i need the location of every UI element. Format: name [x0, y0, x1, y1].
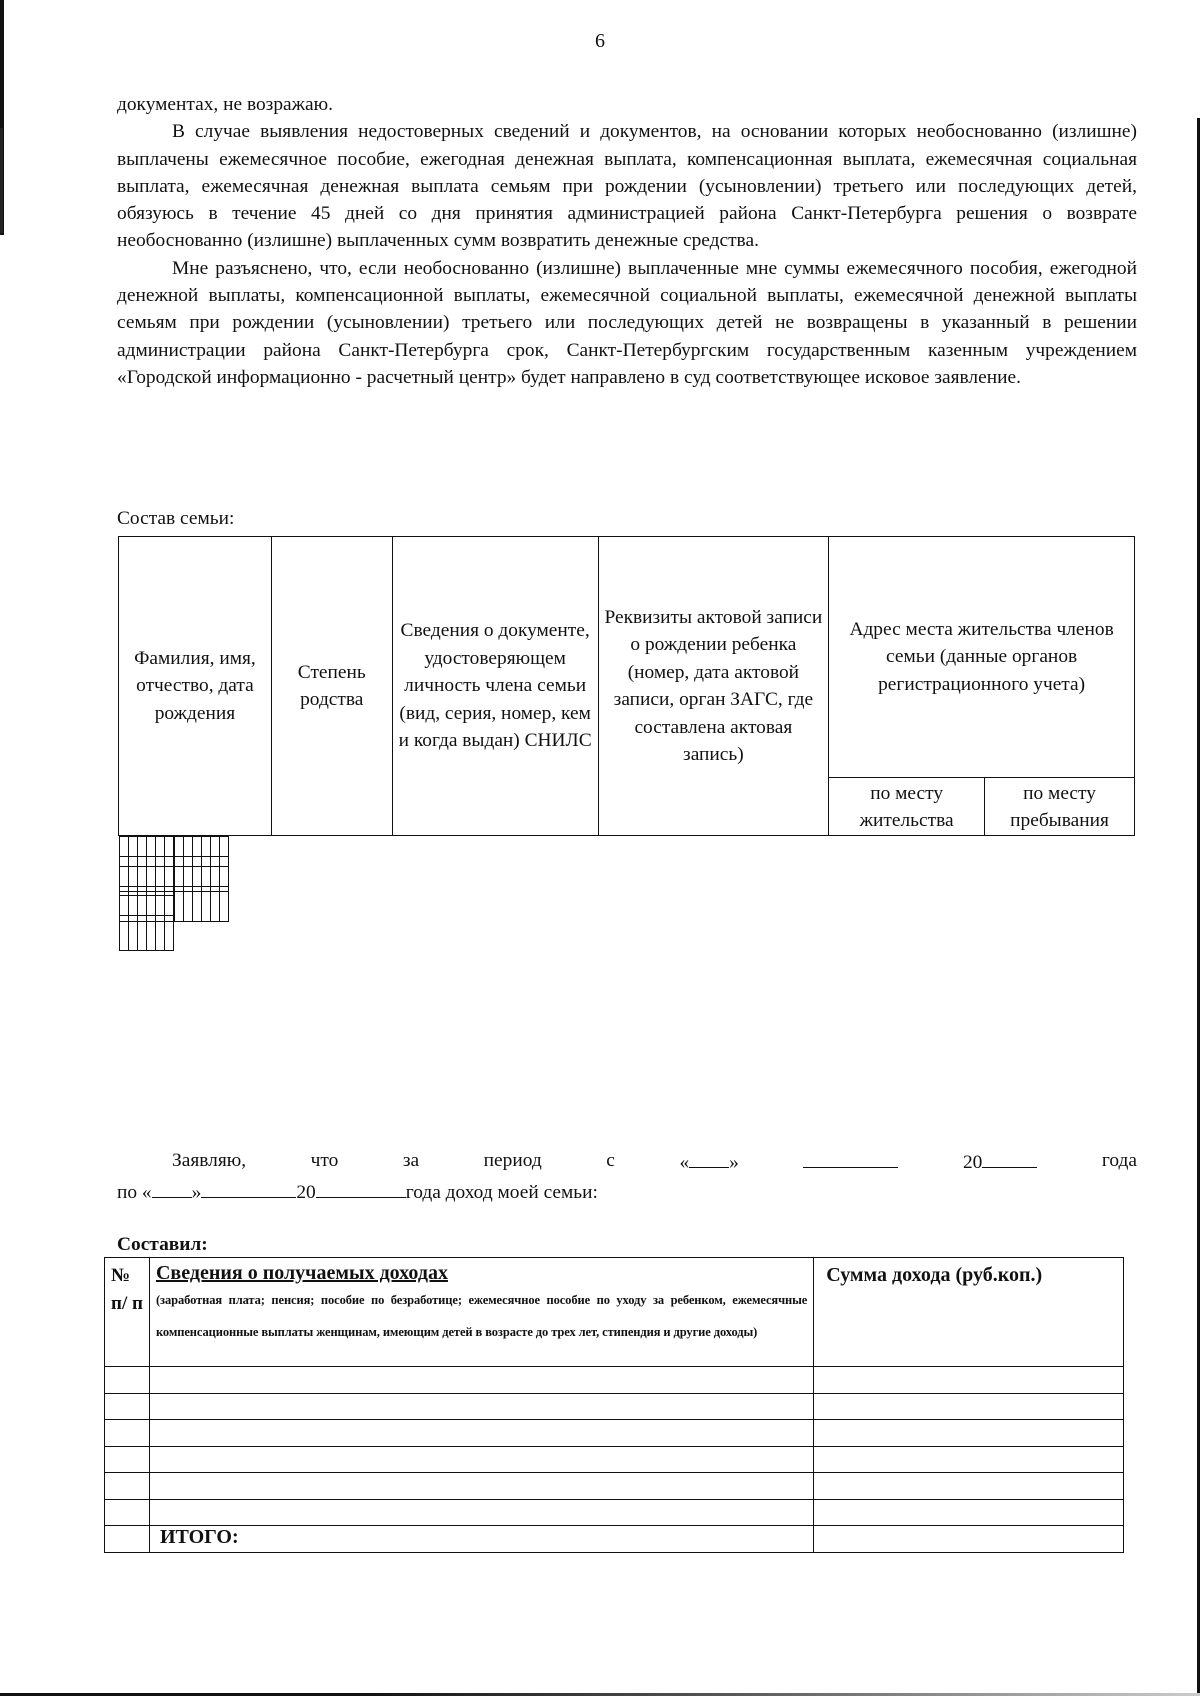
- period-line-1: [117, 1147, 1137, 1177]
- cell-income-sum[interactable]: [814, 1367, 1124, 1394]
- word-from: с: [606, 1150, 615, 1171]
- close-quote: »: [729, 1152, 739, 1173]
- cell-address-residence[interactable]: [155, 896, 164, 951]
- from-month-blank[interactable]: [803, 1147, 898, 1168]
- cell-income-info[interactable]: [149, 1446, 813, 1473]
- cell-birth-record[interactable]: [201, 866, 210, 921]
- income-section-label: Составил:: [117, 1234, 208, 1255]
- col-header-address: Адрес места жительства членов семьи (данные органов регистрационного учета): [829, 537, 1135, 778]
- paragraph-continuation: документах, не возражаю.: [117, 94, 333, 115]
- cell-relation[interactable]: [183, 866, 192, 921]
- family-row: [119, 895, 174, 916]
- cell-number[interactable]: [105, 1499, 150, 1526]
- income-row: [105, 1473, 1124, 1500]
- cell-document[interactable]: [192, 866, 201, 921]
- cell-income-info[interactable]: [149, 1393, 813, 1420]
- cell-total-number: [105, 1526, 150, 1553]
- cell-address-stay[interactable]: [164, 896, 173, 951]
- cell-number[interactable]: [105, 1473, 150, 1500]
- income-row: [105, 1499, 1124, 1526]
- cell-income-sum[interactable]: [814, 1393, 1124, 1420]
- income-row: [105, 1446, 1124, 1473]
- col-header-address-residence: по месту жительства: [829, 778, 985, 836]
- income-row: [105, 1420, 1124, 1447]
- year-prefix: 20: [296, 1182, 316, 1203]
- word-year: года: [1101, 1150, 1137, 1171]
- family-row: [119, 836, 174, 857]
- total-label: ИТОГО:: [149, 1526, 813, 1553]
- income-period-statement: [117, 1147, 1137, 1207]
- cell-name[interactable]: [119, 896, 128, 951]
- income-row: [105, 1367, 1124, 1394]
- cell-number[interactable]: [105, 1367, 150, 1394]
- to-day-blank[interactable]: [152, 1177, 192, 1198]
- income-info-title: Сведения о получаемых доходах: [155, 1262, 448, 1284]
- income-info-description: (заработная плата; пенсия; пособие по безработице; ежемесячное пособие по уходу за ребенком, ежемесячные компенсационные выплаты женщинам, имеющим детей в возрасте до трех лет, стипендия и другие доходы): [155, 1293, 808, 1339]
- open-quote: «: [679, 1152, 690, 1173]
- body-text: [117, 91, 1137, 391]
- col-header-income-info: [149, 1258, 813, 1367]
- family-section-label: Состав семьи:: [117, 508, 235, 529]
- cell-document[interactable]: [137, 896, 146, 951]
- col-header-document: Сведения о документе, удостоверяющем личность члена семьи (вид, серия, номер, кем и когда выдан) СНИЛС: [392, 537, 598, 836]
- to-year-blank[interactable]: [316, 1177, 406, 1198]
- cell-relation[interactable]: [128, 896, 137, 951]
- cell-number[interactable]: [105, 1446, 150, 1473]
- col-header-relation: Степень родства: [271, 537, 392, 836]
- cell-birth-record[interactable]: [146, 896, 155, 951]
- income-table: [104, 1257, 1124, 1553]
- col-header-name: Фамилия, имя, отчество, дата рождения: [119, 537, 272, 836]
- income-total-row: [105, 1526, 1124, 1553]
- period-tail: года доход моей семьи:: [405, 1182, 598, 1203]
- income-row: [105, 1393, 1124, 1420]
- cell-income-sum[interactable]: [814, 1499, 1124, 1526]
- paragraph-refund-obligation: В случае выявления недостоверных сведений и документов, на основании которых необоснованно (излишне) выплачены ежемесячное пособие, ежегодная денежная выплата, компенсационная выплата, ежемесячная социальная выплата, ежемесячная денежная выплата семьям при рождении (усыновлении) третьего или последующих детей, обязуюсь в течение 45 дней со дня принятия администрацией района Санкт-Петербурга решения о возврате необоснованно (излишне) выплаченных сумм возвратить денежные средства.: [117, 121, 1137, 252]
- word-for: за: [402, 1150, 420, 1171]
- cell-income-sum[interactable]: [814, 1446, 1124, 1473]
- family-composition-table: [118, 536, 1135, 925]
- cell-income-info[interactable]: [149, 1367, 813, 1394]
- cell-income-info[interactable]: [149, 1473, 813, 1500]
- cell-address-residence[interactable]: [210, 866, 219, 921]
- to-month-blank[interactable]: [201, 1177, 296, 1198]
- cell-name[interactable]: [174, 866, 183, 921]
- close-quote: »: [191, 1182, 202, 1203]
- to-prefix: по «: [117, 1182, 152, 1203]
- cell-address-stay[interactable]: [219, 866, 228, 921]
- page-number: 6: [595, 30, 605, 52]
- col-header-birth-record: Реквизиты актовой записи о рождении ребенка (номер, дата актовой записи, орган ЗАГС, где составлена актовая запись): [598, 537, 829, 836]
- from-year-field[interactable]: [963, 1147, 1037, 1177]
- cell-income-sum[interactable]: [814, 1420, 1124, 1447]
- col-header-income-sum: Сумма дохода (руб.коп.): [814, 1258, 1124, 1367]
- cell-income-info[interactable]: [149, 1420, 813, 1447]
- family-row: [174, 836, 229, 857]
- from-day-field[interactable]: [679, 1147, 738, 1177]
- from-day-blank[interactable]: [689, 1147, 729, 1168]
- cell-number[interactable]: [105, 1393, 150, 1420]
- cell-number[interactable]: [105, 1420, 150, 1447]
- scan-edge-left-lower: [0, 128, 3, 233]
- col-header-number: № п/ п: [105, 1258, 150, 1367]
- period-line-2: [117, 1177, 1137, 1207]
- word-declare: Заявляю,: [172, 1150, 247, 1171]
- year-prefix: 20: [962, 1152, 983, 1173]
- word-that: что: [310, 1150, 339, 1171]
- from-year-blank[interactable]: [982, 1147, 1037, 1168]
- family-row: [174, 866, 229, 887]
- col-header-address-stay: по месту пребывания: [985, 778, 1135, 836]
- paragraph-court-notice: Мне разъяснено, что, если необоснованно (излишне) выплаченные мне суммы ежемесячного пособия, ежегодной денежной выплаты, компенсационной выплаты, ежемесячной социальной выплаты, ежемесячной денежной выплаты семьям при рождении (усыновлении) третьего или последующих детей не возвращены в указанный в решении администрации района Санкт-Петербурга срок, Санкт-Петербургским государственным казенным учреждением «Городской информационно - расчетный центр» будет направлено в суд соответствующее исковое заявление.: [117, 257, 1137, 388]
- cell-income-sum[interactable]: [814, 1473, 1124, 1500]
- cell-income-info[interactable]: [149, 1499, 813, 1526]
- cell-total-sum[interactable]: [814, 1526, 1124, 1553]
- family-row: [119, 866, 174, 887]
- word-period: период: [483, 1150, 542, 1171]
